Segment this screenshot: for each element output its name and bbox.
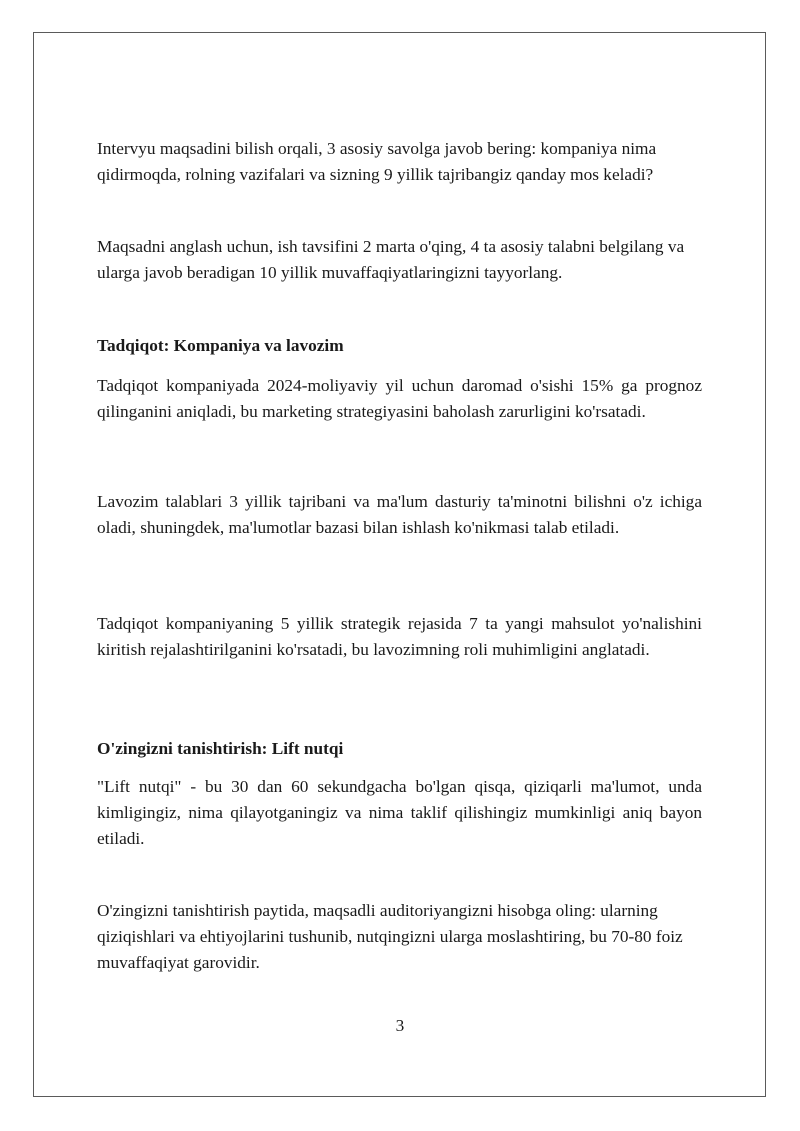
paragraph-position-requirements: Lavozim talablari 3 yillik tajribani va ma'lum dasturiy ta'minotni bilishni o'z ichiga oladi, shuningdek, ma'lumotlar bazasi bilan ishlash ko'nikmasi talab etiladi. xyxy=(97,492,702,537)
heading-elevator-pitch: O'zingizni tanishtirish: Lift nutqi xyxy=(97,739,344,758)
paragraph-understanding-goal: Maqsadni anglash uchun, ish tavsifini 2 marta o'qing, 4 ta asosiy talabni belgilang va ularga javob beradigan 10 yillik muvaffaqiyatlaringizni tayyorlang. xyxy=(97,237,685,282)
paragraph-interview-purpose: Intervyu maqsadini bilish orqali, 3 asosiy savolga javob bering: kompaniya nima qidirmoqda, rolning vazifalari va sizning 9 yillik tajribangiz qanday mos keladi? xyxy=(97,139,657,184)
heading-research: Tadqiqot: Kompaniya va lavozim xyxy=(97,336,344,355)
paragraph-target-audience: O'zingizni tanishtirish paytida, maqsadli auditoriyangizni hisobga oling: ularning qiziqishlari va ehtiyojlarini tushunib, nutqingizni ularga moslashtiring, bu 70-80 foiz muvaffaqiyat garovidir. xyxy=(97,901,683,972)
paragraph-strategic-plan: Tadqiqot kompaniyaning 5 yillik strategik rejasida 7 ta yangi mahsulot yo'nalishini kiritish rejalashtirilganini ko'rsatadi, bu lavozimning roli muhimligini anglatadi. xyxy=(97,614,702,659)
paragraph-elevator-pitch-definition: "Lift nutqi" - bu 30 dan 60 sekundgacha bo'lgan qisqa, qiziqarli ma'lumot, unda kimligingiz, nima qilayotganingiz va nima taklif qilishingiz mumkinligi aniq bayon etiladi. xyxy=(97,777,702,848)
page-number: 3 xyxy=(395,1016,405,1035)
paragraph-research-revenue: Tadqiqot kompaniyada 2024-moliyaviy yil uchun daromad o'sishi 15% ga prognoz qilinganini aniqladi, bu marketing strategiyasini baholash zarurligini ko'rsatadi. xyxy=(97,376,702,421)
